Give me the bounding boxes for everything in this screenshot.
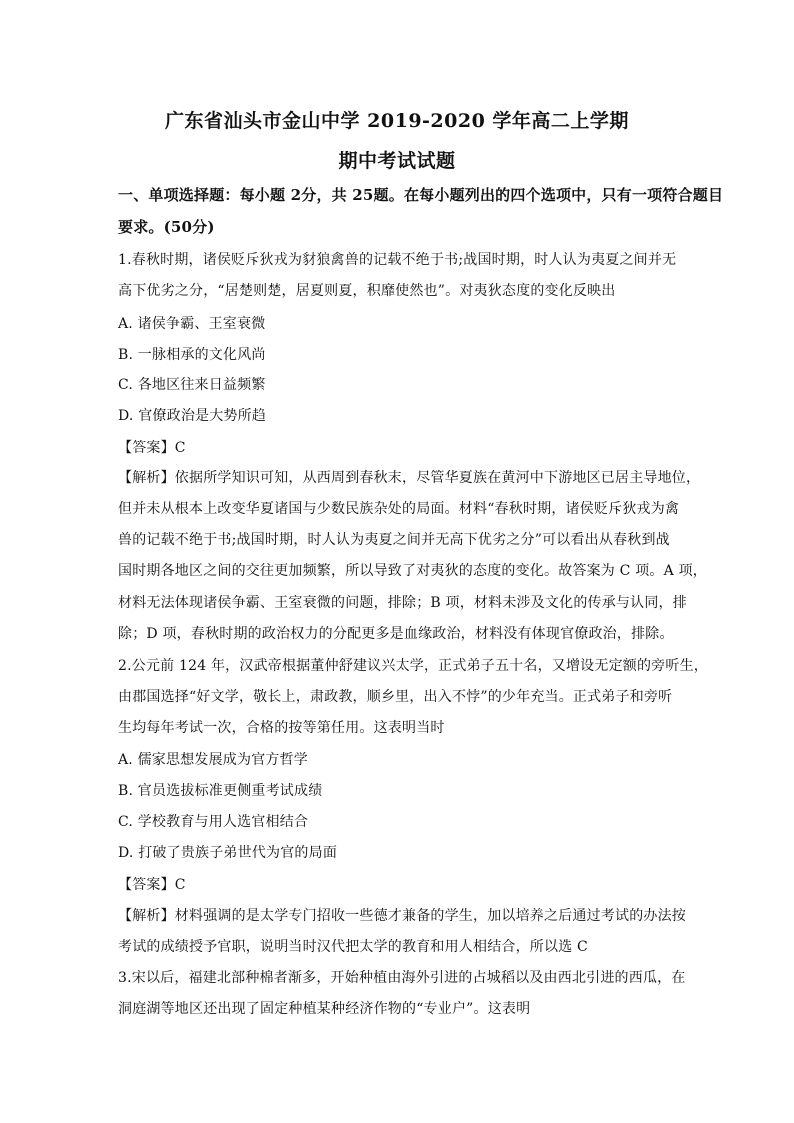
question-2-stem-cont: 生均每年考试一次，合格的按等第任用。这表明当时 bbox=[118, 720, 445, 736]
question-3-stem-cont: 洞庭湖等地区还出现了固定种植某种经济作物的“专业户”。这表明 bbox=[118, 1001, 531, 1017]
question-2-stem-cont: 由郡国选择“好文学，敬长上，肃政教，顺乡里，出入不悖”的少年充当。正式弟子和旁听 bbox=[118, 689, 673, 705]
q2-answer: 【答案】C bbox=[118, 877, 186, 893]
q1-option-a: A. 诸侯争霸、王室衰微 bbox=[118, 316, 266, 332]
q1-option-c: C. 各地区往来日益频繁 bbox=[118, 377, 266, 393]
q1-answer: 【答案】C bbox=[118, 440, 186, 456]
q2-option-c: C. 学校教育与用人选官相结合 bbox=[118, 814, 309, 830]
question-2-stem: 2.公元前 124 年，汉武帝根据董仲舒建议兴太学，正式弟子五十名，又增设无定额的旁听生， bbox=[118, 658, 708, 674]
q2-option-a: A. 儒家思想发展成为官方哲学 bbox=[118, 752, 309, 768]
question-1-stem: 1.春秋时期，诸侯贬斥狄戎为豺狼禽兽的记载不绝于书;战国时期，时人认为夷夏之间并无 bbox=[118, 252, 677, 268]
q1-analysis-line: 兽的记载不绝于书;战国时期，时人认为夷夏之间并无高下优劣之分”可以看出从春秋到战 bbox=[118, 532, 670, 548]
document-subtitle: 期中考试试题 bbox=[338, 150, 456, 172]
q2-analysis-line: 考试的成绩授予官职，说明当时汉代把太学的教育和用人相结合，所以选 C bbox=[118, 939, 588, 955]
q1-analysis-line: 但并未从根本上改变华夏诸国与少数民族杂处的局面。材料“春秋时期，诸侯贬斥狄戎为禽 bbox=[118, 501, 680, 517]
q1-analysis-line: 国时期各地区之间的交往更加频繁，所以导致了对夷狄的态度的变化。故答案为 C 项。A 项， bbox=[118, 563, 707, 579]
section-heading-cont: 要求。(50分) bbox=[118, 218, 215, 236]
q1-analysis-line: 除；D 项，春秋时期的政治权力的分配更多是血缘政治，材料没有体现官僚政治，排除。 bbox=[118, 626, 674, 642]
q1-option-d: D. 官僚政治是大势所趋 bbox=[118, 408, 267, 424]
q2-option-d: D. 打破了贵族子弟世代为官的局面 bbox=[118, 845, 338, 861]
document-title: 广东省汕头市金山中学 2019-2020 学年高二上学期 bbox=[165, 110, 629, 132]
q2-option-b: B. 官员选拔标准更侧重考试成绩 bbox=[118, 783, 323, 799]
section-heading: 一、单项选择题：每小题 2分，共 25题。在每小题列出的四个选项中，只有一项符合题目 bbox=[118, 186, 724, 204]
q1-analysis: 【解析】依据所学知识可知，从西周到春秋末，尽管华夏族在黄河中下游地区已居主导地位， bbox=[118, 470, 701, 486]
q2-analysis: 【解析】材料强调的是太学专门招收一些德才兼备的学生，加以培养之后通过考试的办法按 bbox=[118, 908, 686, 924]
q1-option-b: B. 一脉相承的文化风尚 bbox=[118, 347, 266, 363]
question-1-stem-cont: 高下优劣之分，“居楚则楚，居夏则夏，积靡使然也”。对夷狄态度的变化反映出 bbox=[118, 283, 616, 299]
q1-analysis-line: 材料无法体现诸侯争霸、王室衰微的问题，排除；B 项，材料未涉及文化的传承与认同，排 bbox=[118, 595, 687, 611]
question-3-stem: 3.宋以后，福建北部种棉者渐多，开始种植由海外引进的占城稻以及由西北引进的西瓜，在 bbox=[118, 970, 686, 986]
